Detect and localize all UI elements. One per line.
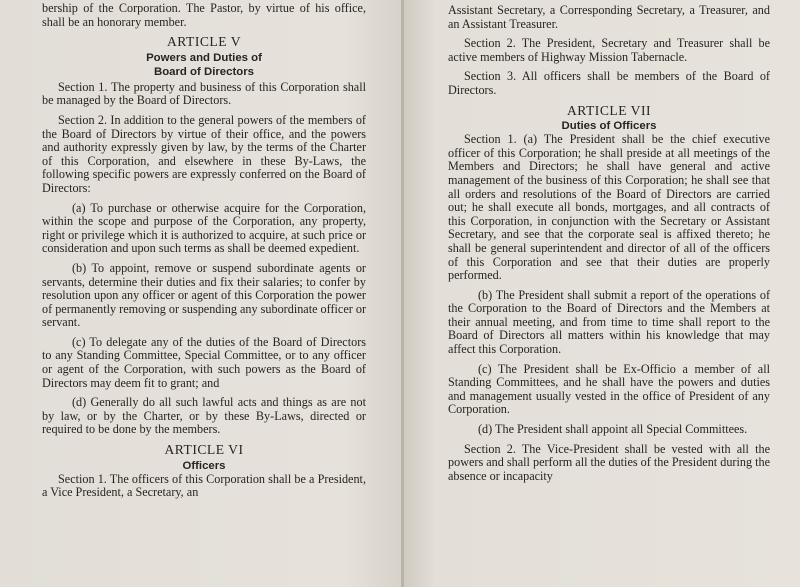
article-v-section-1: Section 1. The property and business of this Corporation shall be managed by the Board of Directors.: [42, 79, 366, 108]
right-page: [404, 0, 800, 587]
article-vii-item-d: (d) The President shall appoint all Special Committees.: [478, 422, 748, 437]
article-vi-section-2: Section 2. The President, Secretary and Treasurer shall be active members of Highway Mission Tabernacle.: [448, 36, 770, 64]
article-v-item-d: (d) Generally do all such lawful acts and things as are not by law, or by the Charter, or by these By-Laws, directed or required to be done by the members.: [42, 395, 366, 437]
right-column: [448, 0, 770, 483]
article-vii-item-c: (c) The President shall be Ex-Officio a member of all Standing Committees, and he shall have the powers and duties and management usually vested in the office of President of any Corporation.: [448, 361, 770, 417]
article-vii-section-1a: Section 1. (a) The President shall be the chief executive officer of this Corporation; he shall preside at all meetings of the Members and Directors; he shall have general and active management of the business of this Corporation; he shall see that all orders and resolutions of the Board of Directors are carried out; he shall execute all bonds, mortgages, and all contracts of this Corporation, in conjunction with the Secretary or Assistant Secretary, and see that the corporate seal is affixed thereto; he shall be general superintendent and director of all of the officers of this Corporation and see that their duties are properly performed.: [448, 132, 770, 283]
membership-continuation: bership of the Corporation. The Pastor, by virtue of his office, shall be an honorary member.: [42, 1, 366, 29]
article-vii-section-2: Section 2. The Vice-President shall be vested with all the powers and shall perform all the duties of the President during the absence or incapacity: [448, 441, 770, 483]
article-v-item-b: (b) To appoint, remove or suspend subordinate agents or servants, determine their duties and fix their salaries; to confer by resolution upon any officer or agent of this Corporation the power of permanently removing or suspending any subordinate officer or servant.: [42, 260, 367, 330]
article-v-item-a: (a) To purchase or otherwise acquire for the Corporation, within the scope and purpose of the Corporation, any property, right or privilege which it is authorized to acquire, at such price or consideration and upon such terms as shall be deemed expedient.: [42, 200, 366, 256]
officers-continuation: Assistant Secretary, a Corresponding Secretary, a Treasurer, and an Assistant Treasurer.: [448, 3, 770, 31]
left-column: [42, 0, 366, 500]
article-v-section-2: Section 2. In addition to the general powers of the members of the Board of Directors by virtue of their office, and the powers and authority expressly given by law, by the terms of the Charter of this Corporation, and elsewhere in these By-Laws, the following specific powers are expressly conferred on the Board of Directors:: [42, 112, 366, 195]
article-vi-section-1: Section 1. The officers of this Corporation shall be a President, a Vice President, a Secretary, an: [42, 471, 366, 500]
article-v-heading-line2: Board of Directors: [153, 65, 254, 78]
article-v-item-c: (c) To delegate any of the duties of the Board of Directors to any Standing Committee, Special Committee, or to any officer or agent of the Corporation, with such powers as the Board of Directors may deem fit to grant; and: [42, 334, 366, 390]
article-v-heading-line1: Powers and Duties of: [146, 51, 262, 64]
article-vi-heading: Officers: [182, 459, 226, 472]
article-vii-item-b: (b) The President shall submit a report of the operations of the Corporation to the Board of Directors and the Members at their annual meeting, and from time to time shall report to the Board of Directors all matters within his knowledge that may affect this Corporation.: [448, 287, 770, 357]
article-vii-title: ARTICLE VII: [566, 102, 652, 118]
article-vi-section-3: Section 3. All officers shall be members of the Board of Directors.: [448, 69, 770, 97]
article-v-title: ARTICLE V: [166, 34, 242, 50]
article-vii-heading: Duties of Officers: [561, 120, 657, 133]
article-vi-title: ARTICLE VI: [164, 442, 244, 458]
